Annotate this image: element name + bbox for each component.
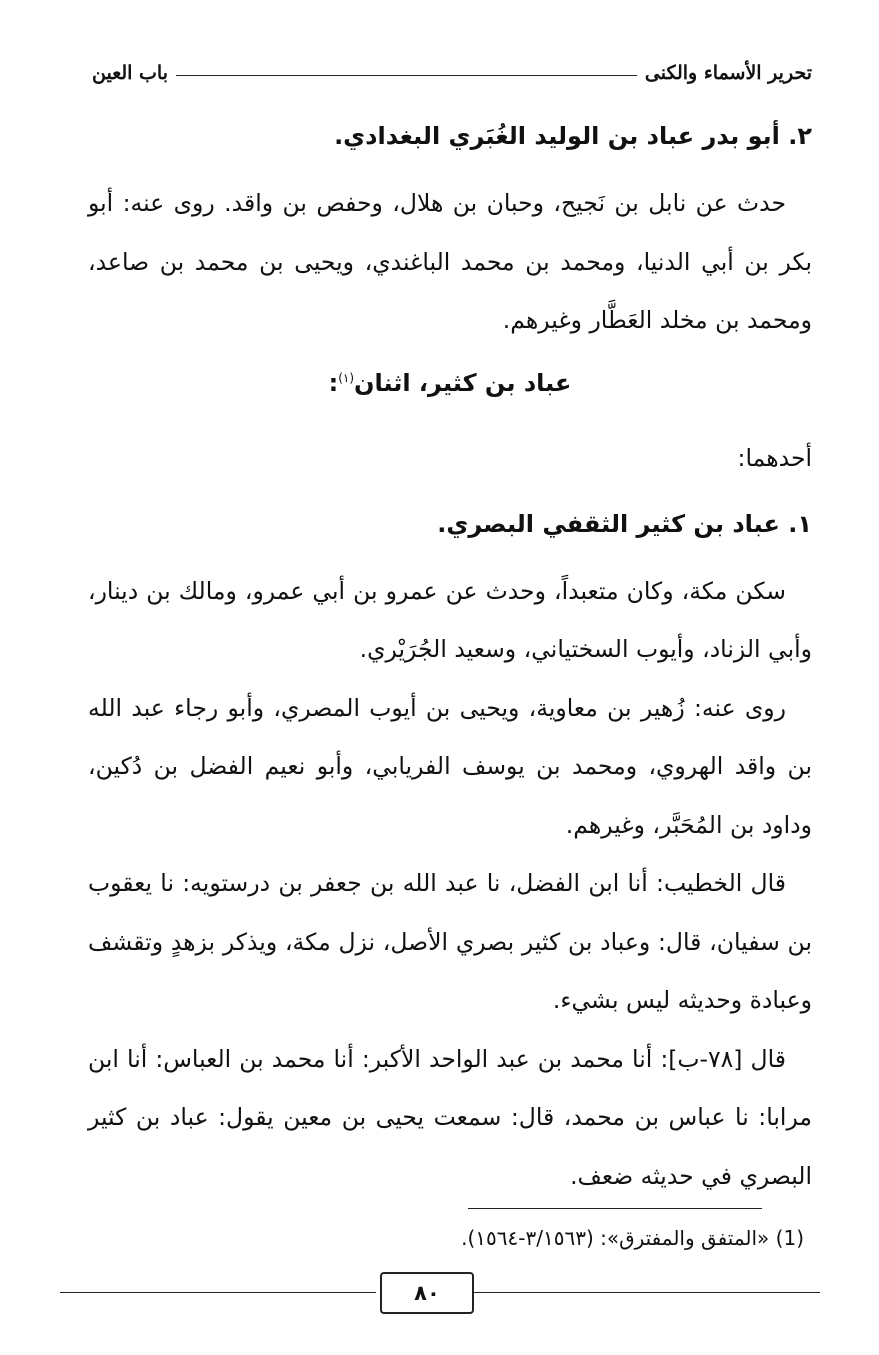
main-text — [88, 108, 812, 1205]
footnote-marker: (١) — [338, 370, 355, 385]
chapter-title: باب العين — [92, 62, 169, 84]
footnote-1: (1) «المتفق والمفترق»: (٣/١٥٦٣-١٥٦٤). — [461, 1226, 804, 1250]
section-title: عباد بن كثير، اثنان — [354, 368, 572, 397]
entry-heading-abbad-thaqafi: ١. عباد بن كثير الثقفي البصري. — [437, 509, 812, 538]
footnote-separator — [468, 1208, 762, 1209]
section-colon: : — [328, 368, 339, 397]
first-of-two-label: أحدهما: — [737, 443, 812, 472]
running-header — [92, 56, 812, 90]
book-title: تحرير الأسماء والكنى — [644, 62, 812, 84]
paragraph-abbad-narrators: روى عنه: زُهير بن معاوية، ويحيى بن أيوب المصري، وأبو رجاء عبد الله بن واقد الهروي، ومحمد بن يوسف الفريابي، وأبو نعيم الفضل بن دُكين، وداود بن المُحَبَّر، وغيرهم. — [88, 693, 812, 839]
paragraph-abu-badr: حدث عن نابل بن نَجيح، وحبان بن هلال، وحفص بن واقد. روى عنه: أبو بكر بن أبي الدنيا، ومحمد بن محمد الباغندي، ويحيى بن محمد بن صاعد، ومحمد بن مخلد العَطَّار وغيرهم. — [88, 189, 812, 334]
section-heading-abbad-ibn-kathir — [88, 350, 812, 406]
entry-heading-abu-badr: ٢. أبو بدر عباد بن الوليد الغُبَري البغدادي. — [334, 122, 812, 150]
paragraph-khatib-quote: قال الخطيب: أنا ابن الفضل، نا عبد الله بن جعفر بن درستويه: نا يعقوب بن سفيان، قال: وعباد بن كثير بصري الأصل، نزل مكة، ويذكر بزهدٍ وتقشف وعبادة وحديثه ليس بشيء. — [88, 869, 812, 1014]
page-footer — [60, 1270, 820, 1316]
footer-rule-left — [60, 1292, 376, 1293]
paragraph-abbad-residence: سكن مكة، وكان متعبداً، وحدث عن عمرو بن أبي عمرو، ومالك بن دينار، وأبي الزناد، وأيوب السختياني، وسعيد الجُرَيْري. — [88, 576, 812, 663]
paragraph-ibn-main-quote: قال [٧٨-ب]: أنا محمد بن عبد الواحد الأكبر: أنا محمد بن العباس: أنا ابن مرابا: نا عباس بن محمد، قال: سمعت يحيى بن معين يقول: عباد بن كثير البصري في حديثه ضعف. — [88, 1044, 812, 1190]
footer-rule-right — [474, 1292, 820, 1293]
header-rule — [176, 75, 637, 76]
page-number: ٨٠ — [380, 1272, 474, 1314]
